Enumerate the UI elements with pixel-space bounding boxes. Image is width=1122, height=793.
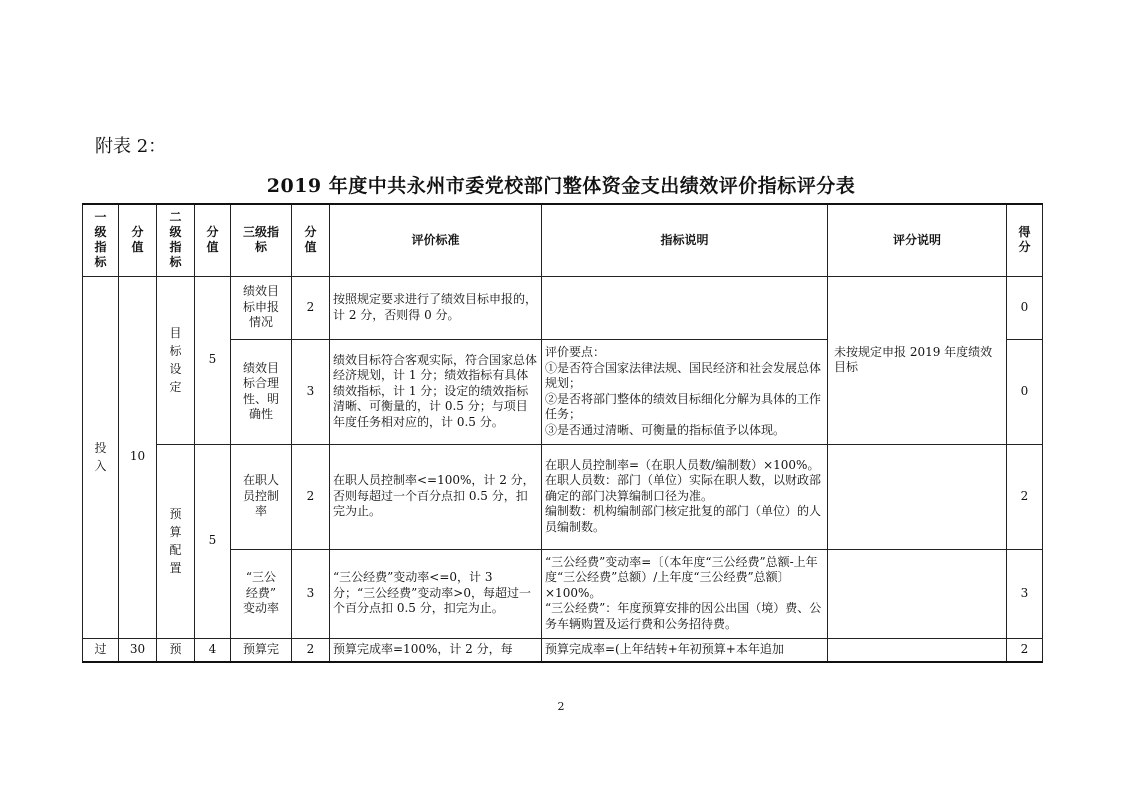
level3-cell: 绩效目 标合理 性、明 确性 (231, 339, 292, 444)
result-cell: 2 (1007, 638, 1043, 662)
evaluation-table (82, 203, 1043, 663)
header-score2: 分 值 (195, 204, 231, 276)
result-cell: 2 (1007, 444, 1043, 549)
table-row (83, 444, 1043, 549)
explanation-cell: 预算完成率=(上年结转+年初预算+本年追加 (542, 638, 828, 662)
result-cell: 3 (1007, 549, 1043, 638)
level2-target: 目 标 设 定 (157, 276, 195, 444)
header-result: 得 分 (1007, 204, 1043, 276)
score1-input: 10 (119, 276, 157, 638)
score3-cell: 3 (292, 339, 330, 444)
appendix-label: 附表 2： (95, 136, 167, 157)
explanation-cell: 评价要点： ①是否符合国家法律法规、国民经济和社会发展总体规划； ②是否将部门整体的绩效目标细化分解为具体的工作任务； ③是否通过清晰、可衡量的指标值予以体现。 (542, 339, 828, 444)
scoring-note-cell (828, 444, 1007, 549)
header-row (83, 204, 1043, 276)
score3-cell: 2 (292, 276, 330, 339)
criteria-cell: 按照规定要求进行了绩效目标申报的，计 2 分，否则得 0 分。 (330, 276, 542, 339)
level3-cell: “三公 经费” 变动率 (231, 549, 292, 638)
scoring-note-cell (828, 638, 1007, 662)
score3-cell: 2 (292, 444, 330, 549)
score3-cell: 2 (292, 638, 330, 662)
header-scoring-note: 评分说明 (828, 204, 1007, 276)
criteria-cell: 预算完成率=100%，计 2 分，每 (330, 638, 542, 662)
score2-budget: 5 (195, 444, 231, 638)
explanation-cell: “三公经费”变动率=〔（本年度“三公经费”总额-上年度“三公经费”总额）/上年度“三公经费”总额〕×100%。 “三公经费”：年度预算安排的因公出国（境）费、公务车辆购置及运行费和公务招待费。 (542, 549, 828, 638)
header-level2: 二 级 指 标 (157, 204, 195, 276)
scoring-note-cell: 未按规定申报 2019 年度绩效目标 (828, 276, 1007, 444)
level3-cell: 预算完 (231, 638, 292, 662)
table-row (83, 638, 1043, 662)
level3-cell: 在职人 员控制 率 (231, 444, 292, 549)
page-number: 2 (557, 700, 565, 713)
level3-cell: 绩效目 标申报 情况 (231, 276, 292, 339)
result-cell: 0 (1007, 339, 1043, 444)
header-score1: 分 值 (119, 204, 157, 276)
explanation-cell (542, 276, 828, 339)
page-title: 2019 年度中共永州市委党校部门整体资金支出绩效评价指标评分表 (266, 175, 856, 197)
level2-budget: 预 算 配 置 (157, 444, 195, 638)
result-cell: 0 (1007, 276, 1043, 339)
level2-budget-completion: 预 (157, 638, 195, 662)
explanation-cell: 在职人员控制率=（在职人员数/编制数）×100%。 在职人员数：部门（单位）实际在职人数，以财政部确定的部门决算编制口径为准。 编制数：机构编制部门核定批复的部门（单位）的人员编制数。 (542, 444, 828, 549)
score3-cell: 3 (292, 549, 330, 638)
header-level3: 三级指 标 (231, 204, 292, 276)
level1-input: 投 入 (83, 276, 119, 638)
header-score3: 分 值 (292, 204, 330, 276)
level1-process: 过 (83, 638, 119, 662)
scoring-note-cell (828, 549, 1007, 638)
header-level1: 一 级 指 标 (83, 204, 119, 276)
header-criteria: 评价标准 (330, 204, 542, 276)
score2-target: 5 (195, 276, 231, 444)
criteria-cell: “三公经费”变动率<=0，计 3 分；“三公经费”变动率>0，每超过一个百分点扣 0.5 分，扣完为止。 (330, 549, 542, 638)
header-explanation: 指标说明 (542, 204, 828, 276)
score2-process: 4 (195, 638, 231, 662)
score1-process: 30 (119, 638, 157, 662)
criteria-cell: 在职人员控制率<=100%，计 2 分，否则每超过一个百分点扣 0.5 分，扣完为止。 (330, 444, 542, 549)
table-row (83, 276, 1043, 339)
criteria-cell: 绩效目标符合客观实际，符合国家总体经济规划，计 1 分；绩效指标有具体绩效指标，计 1 分；设定的绩效指标清晰、可衡量的，计 0.5 分；与项目年度任务相对应的，计 0.5 分。 (330, 339, 542, 444)
